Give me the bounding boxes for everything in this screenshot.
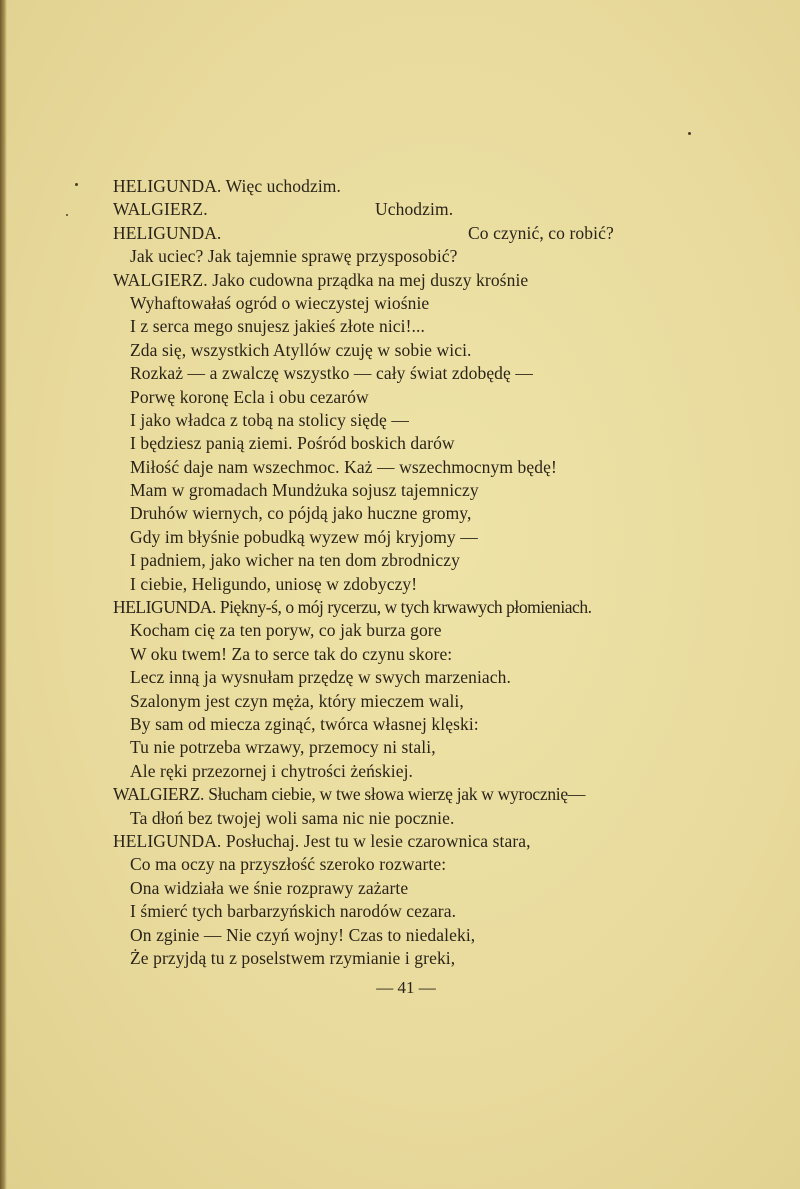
line-text: Piękny-ś, o mój rycerzu, w tych krwawych płomieniach. [219,597,592,618]
text-line [113,339,633,362]
text-line [113,222,633,245]
line-text: By sam od miecza zginąć, twórca własnej klęski: [130,713,479,734]
text-line [113,877,633,900]
play-text [113,175,633,970]
text-line [113,736,633,759]
line-text: Ta dłoń bez twojej woli sama nic nie pocznie. [130,807,455,828]
text-line [113,596,633,619]
line-text: Porwę koronę Ecla i obu cezarów [130,386,369,407]
speaker-name: WALGIERZ. [113,199,208,220]
text-line [113,269,633,292]
line-text: Rozkaż — a zwalczę wszystko — cały świat zdobędę — [130,363,533,384]
line-text: I będziesz panią ziemi. Pośród boskich darów [130,433,455,454]
speaker-name: HELIGUNDA. [113,222,222,243]
line-text: Miłość daje nam wszechmoc. Każ — wszechmocnym będę! [130,456,557,477]
line-text: Mam w gromadach Mundżuka sojusz tajemniczy [130,480,479,501]
line-text: Uchodzim. [375,199,454,220]
text-line [113,362,633,385]
text-line [113,643,633,666]
page-number: — 41 — [376,978,436,997]
text-line [113,853,633,876]
text-line [113,713,633,736]
line-text: Co ma oczy na przyszłość szeroko rozwarte: [130,854,447,875]
line-text: Więc uchodzim. [225,176,341,196]
line-text: Ale ręki przezornej i chytrości żeńskiej. [130,760,414,781]
line-text: On zginie — Nie czyń wojny! Czas to niedaleki, [130,924,476,945]
line-text: Druhów wiernych, co pójdą jako huczne gromy, [130,503,472,524]
text-line [113,760,633,783]
text-line [113,315,633,338]
speaker-name: HELIGUNDA. [113,830,222,851]
line-text: I jako władca z tobą na stolicy siędę — [130,409,409,430]
line-text: I padniem, jako wicher na ten dom zbrodniczy [130,550,460,571]
text-line [113,456,633,479]
line-text: Że przyjdą tu z poselstwem rzymianie i greki, [130,947,456,968]
text-line [113,666,633,689]
line-text: W oku twem! Za to serce tak do czynu skore: [130,643,453,664]
text-line [113,292,633,315]
text-line [113,245,633,268]
line-text: Słucham ciebie, w twe słowa wierzę jak w wyrocznię— [208,784,586,805]
text-line [113,573,633,596]
page-edge [0,0,7,1189]
text-line [113,386,633,409]
line-text: Wyhaftowałaś ogród o wieczystej wiośnie [130,292,430,313]
text-line [113,924,633,947]
text-line [113,830,633,853]
line-text: I z serca mego snujesz jakieś złote nici!... [130,316,425,337]
line-text: Tu nie potrzeba wrzawy, przemocy ni stali, [130,737,436,758]
text-line [113,783,633,806]
line-text: I ciebie, Heligundo, uniosę w zdobyczy! [130,573,418,594]
text-line [113,409,633,432]
line-text: Ona widziała we śnie rozprawy zażarte [130,877,409,898]
specks [66,214,68,216]
text-line [113,432,633,455]
text-line [113,502,633,525]
text-line [113,807,633,830]
specks [688,132,691,135]
line-text: Lecz inną ja wysnułam przędzę w swych marzeniach. [130,667,511,688]
text-line [113,175,633,198]
text-line [113,947,633,970]
text-line [113,690,633,713]
specks [75,183,78,186]
line-text: I śmierć tych barbarzyńskich narodów cezara. [130,901,457,922]
speaker-name: HELIGUNDA. [113,597,216,618]
line-text: Jako cudowna prządka na mej duszy krośnie [212,269,529,290]
line-text: Jak uciec? Jak tajemnie sprawę przysposobić? [130,246,458,267]
text-line [113,526,633,549]
line-text: Gdy im błyśnie pobudką wyzew mój kryjomy — [130,526,478,547]
speaker-name: WALGIERZ. [113,784,205,805]
text-line [113,619,633,642]
line-text: Szalonym jest czyn męża, który mieczem wali, [130,690,464,711]
line-text: Zda się, wszystkich Atyllów czuję w sobie wici. [130,339,472,360]
text-line [113,479,633,502]
speaker-name: WALGIERZ. [113,269,208,290]
line-text: Posłuchaj. Jest tu w lesie czarownica stara, [225,830,531,851]
text-line [113,900,633,923]
line-text: Kocham cię za ten poryw, co jak burza gore [130,620,442,641]
speaker-name: HELIGUNDA. [113,176,222,196]
text-line [113,198,633,221]
line-text: Co czynić, co robić? [468,222,614,243]
text-line [113,549,633,572]
